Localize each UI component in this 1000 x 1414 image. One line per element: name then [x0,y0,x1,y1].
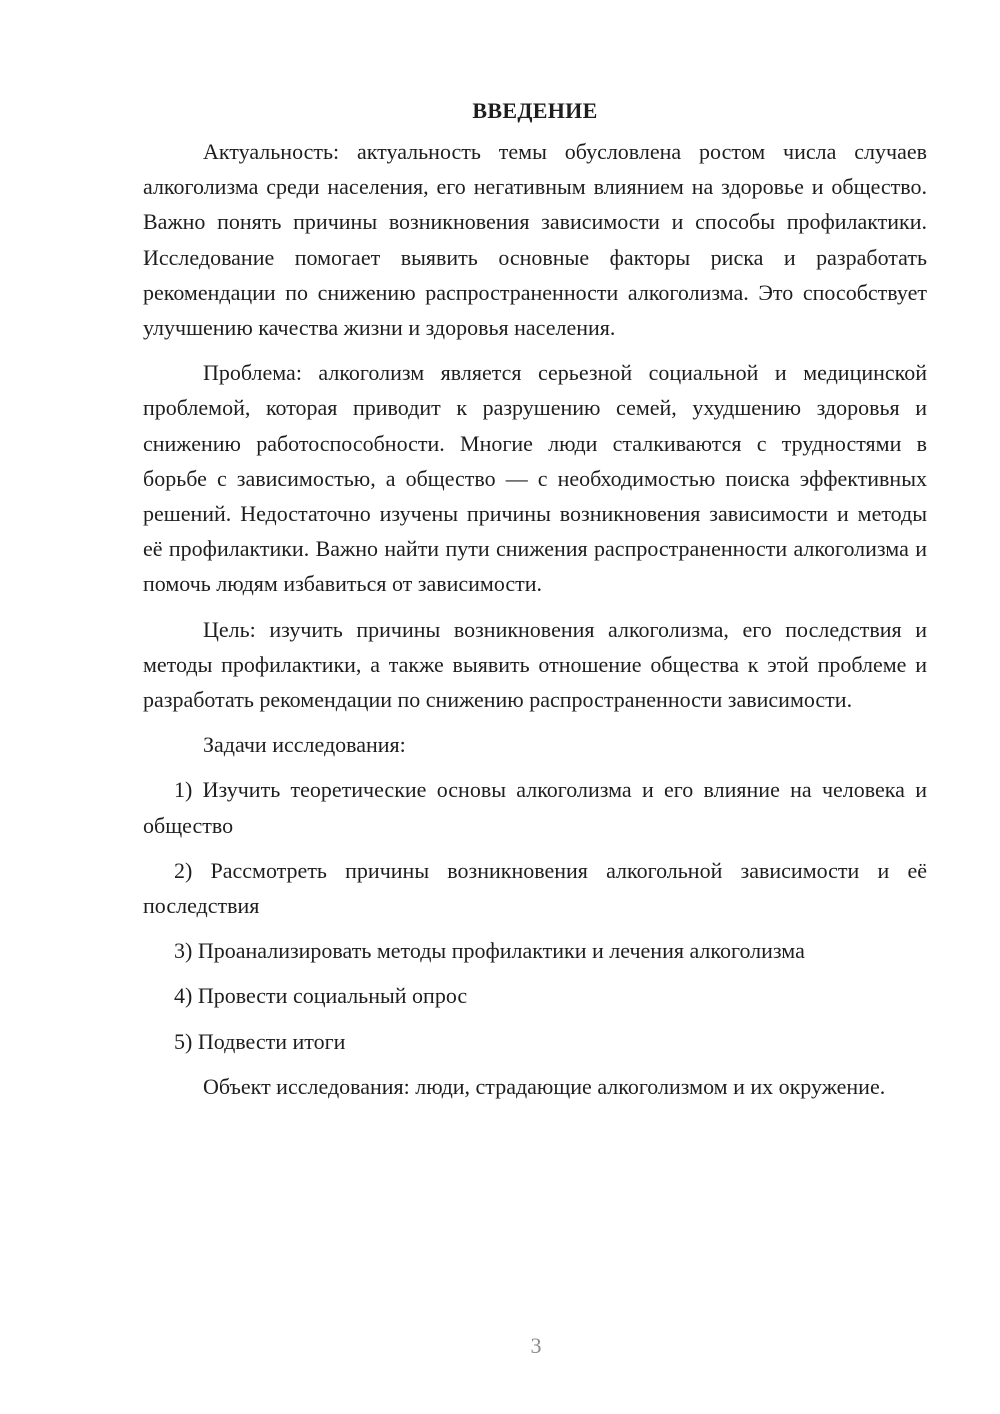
task-item: 4) Провести социальный опрос [174,983,468,1009]
task-item: 5) Подвести итоги [174,1028,346,1054]
tasks-title: Задачи исследования: [203,732,406,758]
object-paragraph: Объект исследования: люди, страдающие алкоголизмом и их окружение. [203,1073,886,1099]
goal-paragraph: Цель: изучить причины возникновения алкоголизма, его последствия и методы профилактики, а также выявить отношение общества к этой проблеме и разработать рекомендации по снижению распространенности зависимости. [143,616,927,713]
task-list [143,772,927,1058]
section-heading: ВВЕДЕНИЕ [472,98,598,123]
problem-paragraph: Проблема: алкоголизм является серьезной социальной и медицинской проблемой, которая приводит к разрушению семей, ухудшению здоровья и снижению работоспособности. Многие люди сталкиваются с трудностями в борьбе с зависимостью, а общество — с необходимостью поиска эффективных решений. Недостаточно изучены причины возникновения зависимости и методы её профилактики. Важно найти пути снижения распространенности алкоголизма и помочь людям избавиться от зависимости. [143,360,927,597]
task-item: 2) Рассмотреть причины возникновения алкогольной зависимости и её последствия [143,857,927,919]
page-number: 3 [530,1333,542,1358]
relevance-paragraph: Актуальность: актуальность темы обусловлена ростом числа случаев алкоголизма среди населения, его негативным влиянием на здоровье и общество. Важно понять причины возникновения зависимости и способы профилактики. Исследование помогает выявить основные факторы риска и разработать рекомендации по снижению распространенности алкоголизма. Это способствует улучшению качества жизни и здоровья населения. [143,139,927,341]
task-item: 3) Проанализировать методы профилактики и лечения алкоголизма [174,938,805,964]
task-item: 1) Изучить теоретические основы алкоголизма и его влияние на человека и общество [143,777,927,838]
document-page [143,96,927,1114]
